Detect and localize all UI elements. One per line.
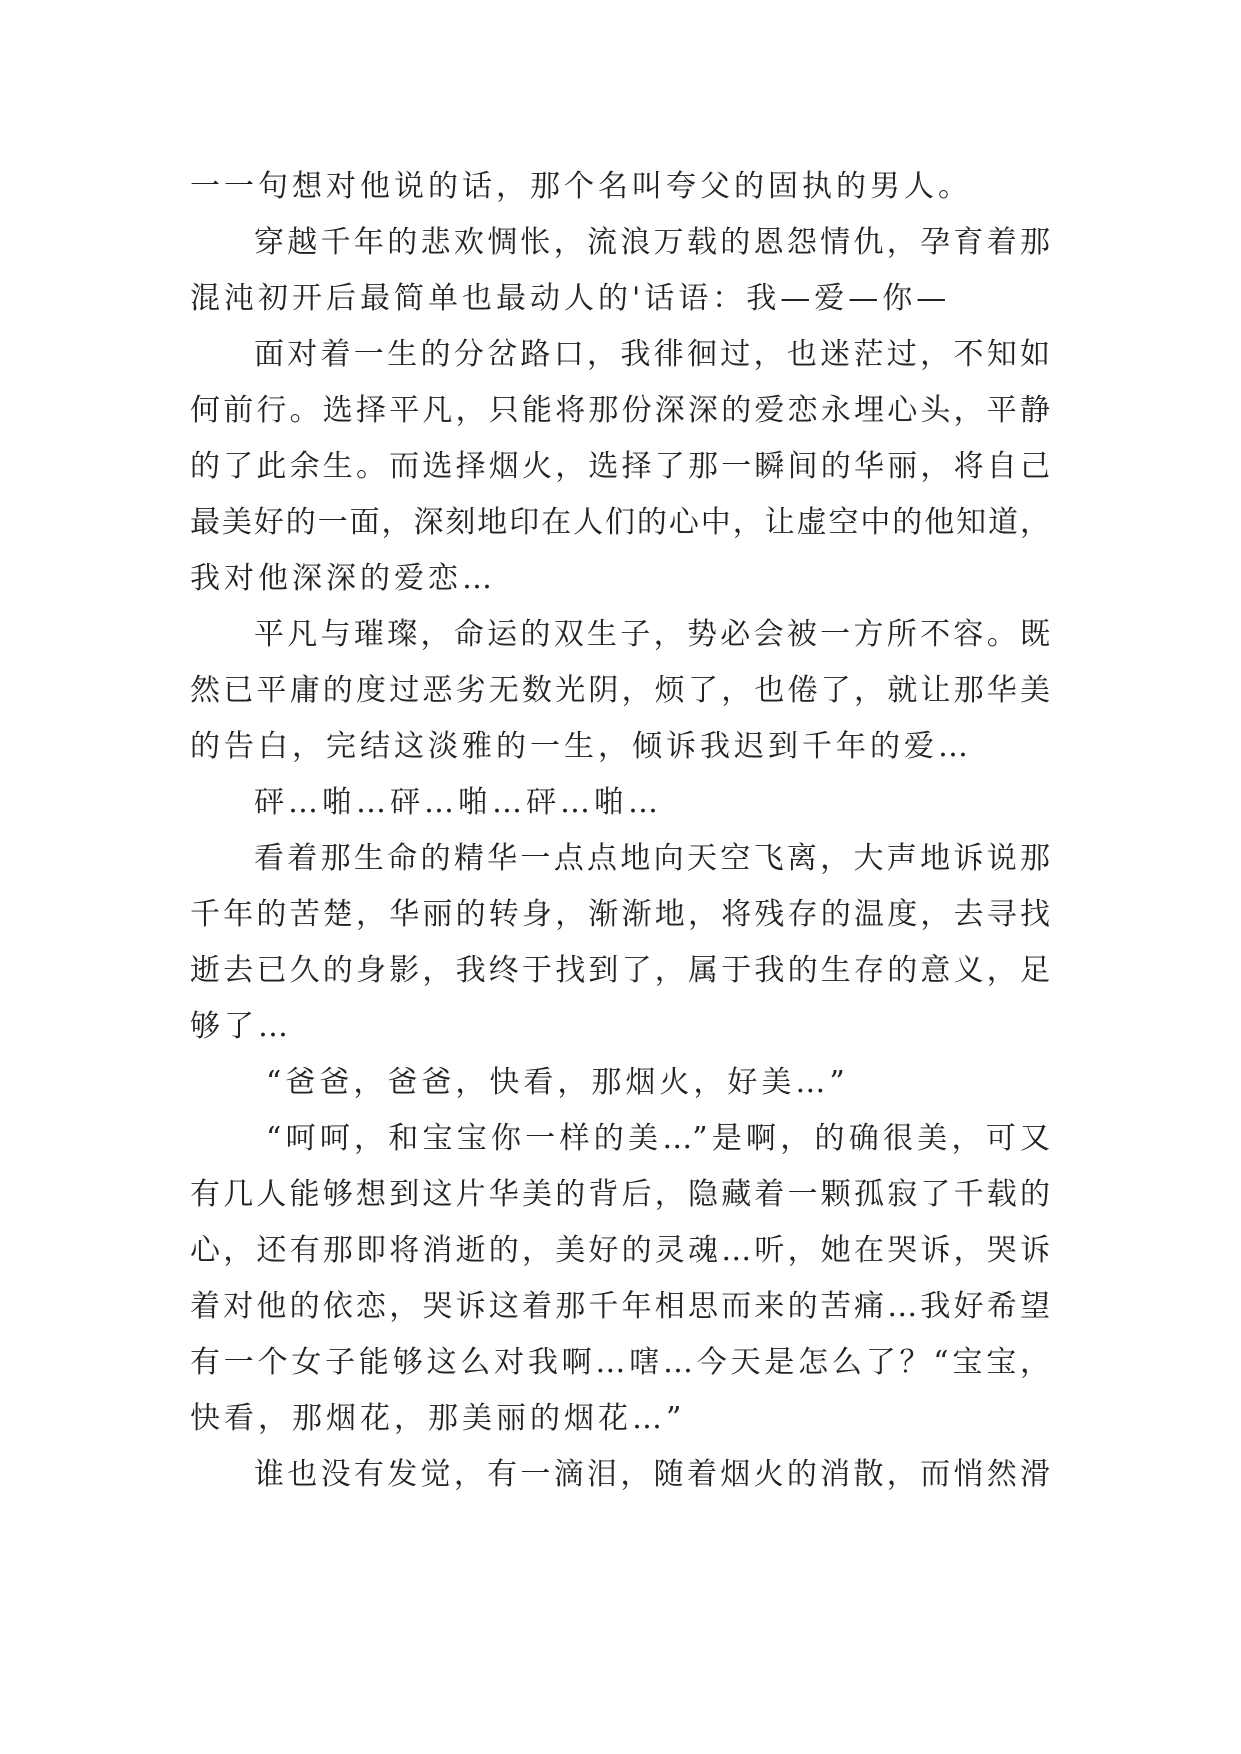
paragraph-first-line: 穿越千年的悲欢惆怅，流浪万载的恩怨情仇，孕育着那 (254, 225, 1050, 260)
text-line: 一一句想对他说的话，那个名叫夸父的固执的男人。 (190, 169, 972, 204)
paragraph-first-line: 看着那生命的精华一点点地向天空飞离，大声地诉说那 (254, 841, 1050, 876)
text-line: 有一个女子能够这么对我啊…嗐…今天是怎么了？“宝宝， (190, 1345, 1050, 1380)
text-line: 千年的苦楚，华丽的转身，渐渐地，将残存的温度，去寻找 (190, 897, 1050, 932)
text-line: 着对他的依恋，哭诉这着那千年相思而来的苦痛…我好希望 (190, 1289, 1050, 1324)
text-line: 何前行。选择平凡，只能将那份深深的爱恋永埋心头，平静 (190, 393, 1050, 428)
text-line: 混沌初开后最简单也最动人的'话语：我—爱—你— (190, 281, 951, 316)
text-line: 心，还有那即将消逝的，美好的灵魂…听，她在哭诉，哭诉 (190, 1233, 1050, 1268)
text-line: 我对他深深的爱恋… (190, 561, 496, 596)
paragraph-first-line: “呵呵，和宝宝你一样的美…”是啊，的确很美，可又 (266, 1121, 1050, 1156)
text-line: 的了此余生。而选择烟火，选择了那一瞬间的华丽，将自己 (190, 449, 1050, 484)
text-line: 然已平庸的度过恶劣无数光阴，烦了，也倦了，就让那华美 (190, 673, 1050, 708)
text-line: 逝去已久的身影，我终于找到了，属于我的生存的意义，足 (190, 953, 1050, 988)
paragraph-first-line: “爸爸，爸爸，快看，那烟火，好美…” (266, 1065, 849, 1100)
text-line: 的告白，完结这淡雅的一生，倾诉我迟到千年的爱… (190, 729, 972, 764)
paragraph-first-line: 面对着一生的分岔路口，我徘徊过，也迷茫过，不知如 (254, 337, 1050, 372)
text-line: 有几人能够想到这片华美的背后，隐藏着一颗孤寂了千载的 (190, 1177, 1050, 1212)
text-line: 够了… (190, 1009, 292, 1044)
text-line: 快看，那烟花，那美丽的烟花…” (190, 1401, 686, 1436)
paragraph-first-line: 砰…啪…砰…啪…砰…啪… (254, 785, 662, 820)
text-line: 最美好的一面，深刻地印在人们的心中，让虚空中的他知道， (190, 505, 1050, 540)
paragraph-first-line: 谁也没有发觉，有一滴泪，随着烟火的消散，而悄然滑 (254, 1457, 1050, 1492)
paragraph-first-line: 平凡与璀璨，命运的双生子，势必会被一方所不容。既 (254, 617, 1050, 652)
